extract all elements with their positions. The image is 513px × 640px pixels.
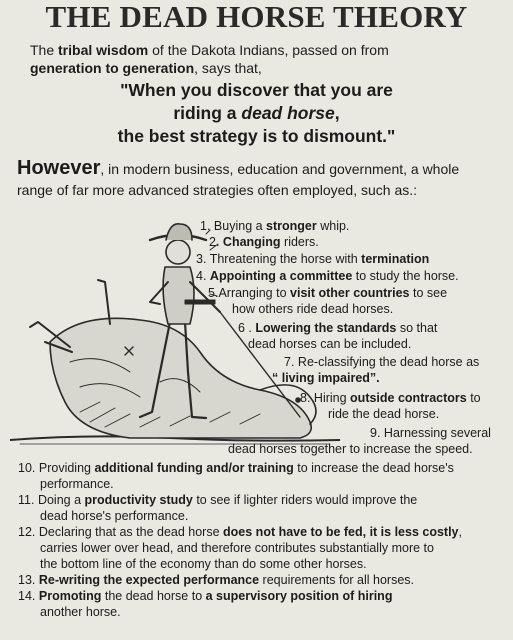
- item-part: riders.: [280, 235, 319, 249]
- item-number: 2.: [209, 235, 220, 249]
- however-word: However: [17, 157, 101, 179]
- item-continuation: carries lower over head, and therefore contributes substantially more to: [40, 541, 434, 555]
- intro-bold-2: generation to generation: [30, 60, 195, 76]
- item-number: 12.: [18, 525, 36, 539]
- item-number: 6 .: [238, 321, 252, 335]
- item-part: to increase the dead horse's: [293, 461, 454, 475]
- list-item: [228, 425, 491, 457]
- list-item: [272, 354, 480, 386]
- intro-rest-2: , says that,: [194, 60, 262, 76]
- item-part: so that: [396, 321, 438, 335]
- item-number: 5.: [208, 286, 219, 300]
- item-part-bold: Promoting: [38, 589, 102, 603]
- quote-line-1: "When you discover that you are: [120, 80, 393, 100]
- item-part: Doing a: [37, 493, 85, 507]
- item-part: Re-classifying the dead horse as: [297, 355, 480, 369]
- item-continuation: ride the dead horse.: [328, 407, 440, 421]
- list-item: [196, 268, 459, 284]
- item-part: Declaring that as the dead horse: [38, 525, 224, 539]
- quote-comma: ,: [334, 103, 340, 123]
- item-part-bold: stronger: [266, 219, 317, 233]
- item-part: to study the horse.: [352, 269, 459, 283]
- item-part: to see if lighter riders would improve the: [192, 493, 418, 507]
- item-continuation: how others ride dead horses.: [232, 302, 394, 316]
- item-part: whip.: [316, 219, 350, 233]
- item-part-bold: Changing: [222, 235, 281, 249]
- item-part: Threatening the horse with: [209, 252, 362, 266]
- item-number: 4.: [196, 269, 207, 283]
- list-item: [238, 320, 437, 352]
- item-text: [214, 219, 349, 233]
- item-part: Harnessing several: [383, 426, 491, 440]
- list-item: [196, 251, 429, 267]
- item-part-bold: productivity study: [84, 493, 193, 507]
- however-paragraph: [17, 158, 507, 201]
- item-continuation: dead horses can be included.: [248, 337, 412, 351]
- quote-emphasis: dead horse: [241, 103, 335, 123]
- intro-bold: tribal wisdom: [58, 42, 149, 58]
- item-part: the dead horse to: [101, 589, 206, 603]
- item-part-bold: outside contractors: [350, 391, 467, 405]
- item-number: 7.: [284, 355, 295, 369]
- quote-line-2: riding a: [173, 103, 237, 123]
- item-part: to see: [409, 286, 448, 300]
- item-part-bold: termination: [361, 252, 430, 266]
- item-number: 10.: [18, 461, 36, 475]
- item-part: Providing: [38, 461, 95, 475]
- item-continuation-bold: “ living impaired”.: [272, 371, 380, 385]
- list-item: [18, 588, 503, 620]
- list-item: [18, 460, 503, 492]
- item-part-bold: Re-writing the expected performance: [38, 573, 260, 587]
- quote: [0, 79, 513, 148]
- item-number: 8.: [300, 391, 311, 405]
- item-continuation: another horse.: [40, 605, 121, 619]
- item-part-bold: additional funding and/or training: [94, 461, 294, 475]
- list-item: [18, 524, 503, 572]
- list-item: [209, 234, 319, 250]
- item-continuation: dead horse's performance.: [40, 509, 189, 523]
- item-part-bold: a supervisory position of hiring: [205, 589, 393, 603]
- item-part: Hiring: [313, 391, 351, 405]
- item-continuation: performance.: [40, 477, 114, 491]
- item-part: Buying a: [213, 219, 267, 233]
- item-part-bold: does not have to be fed, it is less costly: [223, 525, 459, 539]
- item-part-bold: Lowering the standards: [255, 321, 397, 335]
- list-item: [18, 572, 503, 588]
- strategy-list: [18, 460, 503, 620]
- item-part: to: [466, 391, 481, 405]
- item-number: 3.: [196, 252, 207, 266]
- however-rest: , in modern business, education and government, a whole: [100, 161, 460, 177]
- item-number: 9.: [370, 426, 381, 440]
- intro-word: The: [30, 42, 55, 58]
- item-part-bold: Appointing a committee: [209, 269, 353, 283]
- item-number: 11.: [18, 493, 35, 507]
- list-item: [300, 390, 481, 422]
- item-part: Arranging to: [218, 286, 291, 300]
- intro-rest: of the Dakota Indians, passed on from: [152, 42, 389, 58]
- item-part: requirements for all horses.: [259, 573, 415, 587]
- item-part: ,: [458, 525, 462, 539]
- intro-text: [30, 41, 500, 77]
- item-continuation: dead horses together to increase the speed.: [228, 442, 473, 456]
- list-item: [18, 492, 503, 524]
- list-item: [200, 218, 349, 234]
- quote-line-3: the best strategy is to dismount.": [117, 126, 396, 146]
- however-line-2: range of far more advanced strategies often employed, such as.:: [17, 182, 418, 198]
- item-continuation: the bottom line of the economy than do some other horses.: [40, 557, 367, 571]
- item-part-bold: visit other countries: [290, 286, 410, 300]
- item-number: 14.: [18, 589, 36, 603]
- list-item: [208, 285, 447, 317]
- poster-title: THE DEAD HORSE THEORY: [45, 0, 468, 34]
- item-number: 13.: [18, 573, 36, 587]
- item-number: 1.: [200, 219, 211, 233]
